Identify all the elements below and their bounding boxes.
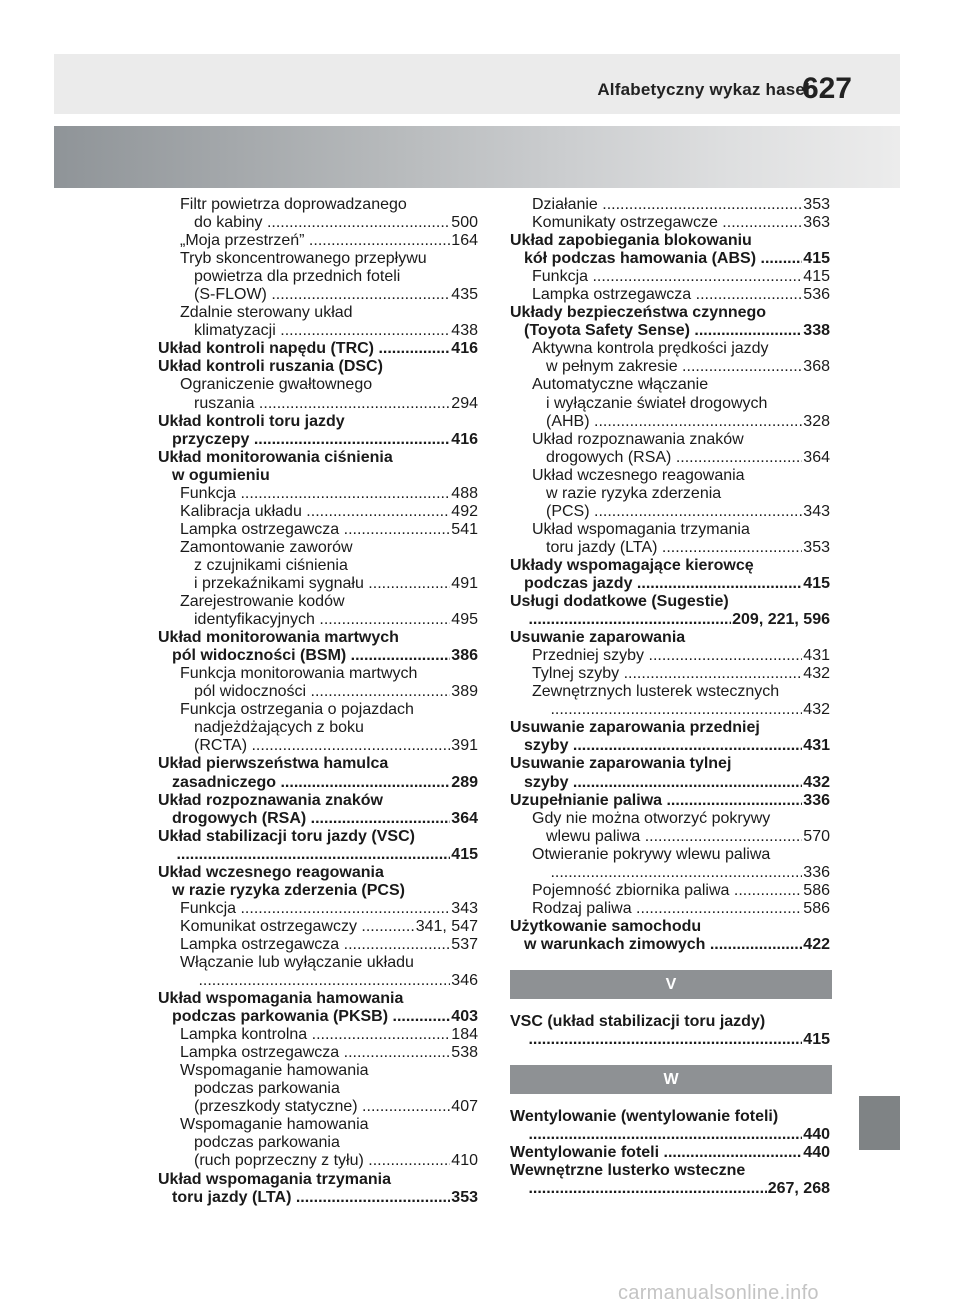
page-ref: 431 xyxy=(803,737,830,755)
page-ref: 488 xyxy=(451,484,478,502)
index-entry xyxy=(158,864,478,900)
index-entry xyxy=(510,918,830,954)
entry-text: Układ kontroli napędu (TRC) ..... xyxy=(158,340,478,358)
entry-text xyxy=(158,846,478,864)
index-subentry xyxy=(510,431,830,467)
entry-text: Układ rozpoznawania znaków xyxy=(158,791,383,809)
page-ref: 541 xyxy=(451,520,478,538)
page-ref: 164 xyxy=(451,232,478,250)
entry-text: Funkcja ..... xyxy=(510,268,830,286)
entry-text: Układ wczesnego reagowania xyxy=(532,466,745,484)
index-subentry xyxy=(510,268,830,286)
index-entry xyxy=(510,1013,830,1049)
index-subentry xyxy=(158,521,478,539)
page-ref: 364 xyxy=(803,448,830,466)
page-ref: 415 xyxy=(803,1031,830,1049)
page-ref: 435 xyxy=(451,286,478,304)
entry-text: Tylnej szyby ..... xyxy=(510,665,830,683)
page-ref: 422 xyxy=(803,935,830,953)
page-ref: 343 xyxy=(451,899,478,917)
entry-text: (ruch poprzeczny z tyłu) ..... xyxy=(158,1152,478,1170)
page-ref: 363 xyxy=(803,214,830,232)
index-entry xyxy=(510,232,830,268)
index-subentry xyxy=(510,214,830,232)
entry-text: w pełnym zakresie ..... xyxy=(510,358,830,376)
entry-text: Automatyczne włączanie xyxy=(532,376,709,394)
page-ref: 416 xyxy=(451,340,478,358)
index-subentry xyxy=(158,1116,478,1170)
index-subentry xyxy=(510,467,830,521)
page-ref: 403 xyxy=(451,1008,478,1026)
page-ref: 491 xyxy=(451,574,478,592)
entry-text: wlewu paliwa ..... xyxy=(510,828,830,846)
index-subentry xyxy=(510,846,830,882)
page-ref: 432 xyxy=(803,701,830,719)
entry-text: Układ rozpoznawania znaków xyxy=(532,430,744,448)
entry-text: w warunkach zimowych ..... xyxy=(510,936,830,954)
entry-text: i wyłączanie świateł drogowych xyxy=(546,394,768,412)
index-entry xyxy=(510,557,830,593)
entry-text: Ograniczenie gwałtownego xyxy=(180,376,373,394)
page-ref: 289 xyxy=(451,773,478,791)
page-ref: 431 xyxy=(803,647,830,665)
index-entry xyxy=(510,593,830,629)
index-entry xyxy=(510,304,830,340)
section-banner xyxy=(54,126,900,188)
entry-text: Układ wspomagania trzymania xyxy=(532,520,750,538)
entry-text: Usuwanie zaparowania tylnej xyxy=(510,755,732,773)
index-entry xyxy=(158,990,478,1026)
page-ref: 415 xyxy=(803,574,830,592)
letter-heading: W xyxy=(510,1065,832,1094)
entry-text: Funkcja ..... xyxy=(158,485,478,503)
entry-text: klimatyzacji ..... xyxy=(158,322,478,340)
page-ref: 586 xyxy=(803,899,830,917)
entry-text: Lampka ostrzegawcza ..... xyxy=(158,521,478,539)
entry-text: (przeszkody statyczne) ..... xyxy=(158,1098,478,1116)
page-ref: 267, 268 xyxy=(767,1180,830,1198)
index-subentry xyxy=(158,1026,478,1044)
entry-text: podczas parkowania xyxy=(194,1134,340,1152)
page-ref: 336 xyxy=(803,791,830,809)
entry-text: Wspomaganie hamowania xyxy=(180,1116,369,1134)
page-number: 627 xyxy=(801,72,852,105)
index-subentry xyxy=(158,954,478,990)
index-subentry xyxy=(510,376,830,430)
entry-text: Otwieranie pokrywy wlewu paliwa xyxy=(532,845,771,863)
entry-text: Funkcja ostrzegania o pojazdach xyxy=(180,701,414,719)
page-ref: 438 xyxy=(451,322,478,340)
entry-text: podczas parkowania (PKSB) ..... xyxy=(158,1008,478,1026)
page-ref: 407 xyxy=(451,1098,478,1116)
entry-text: do kabiny ..... xyxy=(158,214,478,232)
entry-text: (PCS) ..... xyxy=(510,503,830,521)
page-ref: 338 xyxy=(803,322,830,340)
page-ref: 294 xyxy=(451,394,478,412)
index-subentry xyxy=(158,539,478,593)
entry-text: ruszania ..... xyxy=(158,395,478,413)
entry-text: Usuwanie zaparowania przedniej xyxy=(510,719,760,737)
index-entry xyxy=(158,449,478,485)
entry-text: (Toyota Safety Sense) ..... xyxy=(510,322,830,340)
entry-text: Aktywna kontrola prędkości jazdy xyxy=(532,340,769,358)
page-ref: 440 xyxy=(803,1126,830,1144)
index-subentry xyxy=(158,665,478,701)
index-subentry xyxy=(158,900,478,918)
entry-text: Funkcja ..... xyxy=(158,900,478,918)
page-ref: 346 xyxy=(451,972,478,990)
entry-text: Lampka kontrolna ..... xyxy=(158,1026,478,1044)
index-subentry xyxy=(158,503,478,521)
page-ref: 415 xyxy=(451,845,478,863)
entry-text: Układ monitorowania ciśnienia xyxy=(158,448,393,466)
entry-text: z czujnikami ciśnienia xyxy=(194,556,348,574)
entry-text: Użytkowanie samochodu xyxy=(510,917,702,935)
index-entry xyxy=(510,719,830,755)
page-ref: 495 xyxy=(451,611,478,629)
letter-heading: V xyxy=(510,970,832,999)
entry-text: Układ stabilizacji toru jazdy (VSC) xyxy=(158,827,415,845)
index-subentry xyxy=(158,936,478,954)
entry-text: drogowych (RSA) ..... xyxy=(510,449,830,467)
index-entry xyxy=(158,792,478,828)
index-entry xyxy=(510,1144,830,1162)
entry-text: VSC (układ stabilizacji toru jazdy) xyxy=(510,1012,766,1030)
page-ref: 536 xyxy=(803,286,830,304)
index-subentry xyxy=(158,196,478,232)
entry-text: i przekaźnikami sygnału ..... xyxy=(158,575,478,593)
entry-text: Rodzaj paliwa ..... xyxy=(510,900,830,918)
page-ref: 432 xyxy=(803,665,830,683)
entry-text: kół podczas hamowania (ABS) ..... xyxy=(510,250,830,268)
entry-text: Gdy nie można otworzyć pokrywy xyxy=(532,809,771,827)
index-subentry xyxy=(510,810,830,846)
entry-text: Tryb skoncentrowanego przepływu xyxy=(180,250,427,268)
page-ref: 328 xyxy=(803,412,830,430)
index-column-left xyxy=(158,196,478,1207)
watermark: carmanualsonline.info xyxy=(618,1282,819,1304)
index-subentry xyxy=(510,340,830,376)
page-ref: 386 xyxy=(451,647,478,665)
entry-text: Układy wspomagające kierowcę xyxy=(510,556,754,574)
entry-text: (RCTA) ..... xyxy=(158,737,478,755)
page-ref: 570 xyxy=(803,827,830,845)
entry-text: nadjeżdżających z boku xyxy=(194,719,364,737)
index-subentry xyxy=(158,1044,478,1062)
entry-text: powietrza dla przednich foteli xyxy=(194,268,401,286)
index-subentry xyxy=(510,647,830,665)
entry-text xyxy=(510,1126,830,1144)
entry-text: Działanie ..... xyxy=(510,196,830,214)
entry-text: Zewnętrznych lusterek wstecznych xyxy=(532,683,780,701)
index-entry xyxy=(158,828,478,864)
entry-text: Usługi dodatkowe (Sugestie) xyxy=(510,593,729,611)
entry-text: Kalibracja układu ..... xyxy=(158,503,478,521)
index-entry xyxy=(158,629,478,665)
index-entry xyxy=(510,1108,830,1144)
entry-text: Układ wczesnego reagowania xyxy=(158,863,384,881)
entry-text: „Moja przestrzeń” ..... xyxy=(158,232,478,250)
entry-text: (AHB) ..... xyxy=(510,413,830,431)
entry-text: Lampka ostrzegawcza ..... xyxy=(158,1044,478,1062)
page-ref: 336 xyxy=(803,863,830,881)
entry-text: Komunikaty ostrzegawcze ..... xyxy=(510,214,830,232)
index-subentry xyxy=(158,376,478,412)
page-ref: 341, 547 xyxy=(415,917,478,935)
entry-text xyxy=(510,1031,830,1049)
entry-text: pól widoczności ..... xyxy=(158,683,478,701)
entry-text: Lampka ostrzegawcza ..... xyxy=(510,286,830,304)
entry-text: Włączanie lub wyłączanie układu xyxy=(180,953,414,971)
page-ref: 353 xyxy=(803,538,830,556)
index-column-right xyxy=(510,196,830,1198)
entry-text: w ogumieniu xyxy=(172,466,270,484)
entry-text xyxy=(510,701,830,719)
page-ref: 391 xyxy=(451,737,478,755)
entry-text: Zamontowanie zaworów xyxy=(180,538,353,556)
entry-text: Układ monitorowania martwych xyxy=(158,629,399,647)
section-tab xyxy=(859,1096,900,1150)
page-ref: 586 xyxy=(803,881,830,899)
index-subentry xyxy=(158,593,478,629)
index-subentry xyxy=(510,665,830,683)
entry-text: Filtr powietrza doprowadzanego xyxy=(180,196,407,213)
index-subentry xyxy=(158,232,478,250)
entry-text: w razie ryzyka zderzenia (PCS) xyxy=(172,881,405,899)
entry-text xyxy=(510,864,830,882)
entry-text: toru jazdy (LTA) ..... xyxy=(510,539,830,557)
page-ref: 415 xyxy=(803,268,830,286)
entry-text: pól widoczności (BSM) ..... xyxy=(158,647,478,665)
entry-text: zasadniczego ..... xyxy=(158,774,478,792)
page-ref: 410 xyxy=(451,1152,478,1170)
index-entry xyxy=(158,755,478,791)
page-ref: 184 xyxy=(451,1026,478,1044)
entry-text: toru jazdy (LTA) ..... xyxy=(158,1189,478,1207)
page-ref: 343 xyxy=(803,502,830,520)
entry-text: Wentylowanie (wentylowanie foteli) xyxy=(510,1108,779,1126)
index-subentry xyxy=(510,683,830,719)
index-subentry xyxy=(510,286,830,304)
page-ref: 364 xyxy=(451,809,478,827)
index-subentry xyxy=(510,521,830,557)
entry-text: szyby ..... xyxy=(510,737,830,755)
entry-text xyxy=(158,972,478,990)
index-entry xyxy=(510,629,830,647)
page-ref: 209, 221, 596 xyxy=(732,611,830,629)
index-subentry xyxy=(158,304,478,340)
index-subentry xyxy=(510,900,830,918)
entry-text: Układ kontroli toru jazdy xyxy=(158,412,345,430)
entry-text: Układ pierwszeństwa hamulca xyxy=(158,755,389,773)
entry-text: Usuwanie zaparowania xyxy=(510,629,686,647)
entry-text: Układ kontroli ruszania (DSC) xyxy=(158,358,383,376)
index-subentry xyxy=(158,701,478,755)
entry-text: w razie ryzyka zderzenia xyxy=(546,484,722,502)
index-entry xyxy=(158,340,478,358)
entry-text: Lampka ostrzegawcza ..... xyxy=(158,936,478,954)
page-ref: 500 xyxy=(451,214,478,232)
index-entry xyxy=(510,1162,830,1198)
entry-text: Pojemność zbiornika paliwa ..... xyxy=(510,882,830,900)
index-subentry xyxy=(158,1062,478,1116)
page-ref: 368 xyxy=(803,358,830,376)
index-subentry xyxy=(510,882,830,900)
entry-text: przyczepy ..... xyxy=(158,431,478,449)
header-title: Alfabetyczny wykaz haseł xyxy=(597,80,810,99)
entry-text: Uzupełnianie paliwa ..... xyxy=(510,792,830,810)
page-ref: 353 xyxy=(451,1188,478,1206)
page-ref: 537 xyxy=(451,935,478,953)
page-ref: 416 xyxy=(451,430,478,448)
page-ref: 440 xyxy=(803,1144,830,1162)
entry-text: Układ zapobiegania blokowaniu xyxy=(510,232,752,250)
page-ref: 538 xyxy=(451,1044,478,1062)
index-entry xyxy=(510,792,830,810)
index-subentry xyxy=(158,250,478,304)
entry-text: drogowych (RSA) ..... xyxy=(158,810,478,828)
page-ref: 353 xyxy=(803,196,830,213)
entry-text: Wentylowanie foteli ..... xyxy=(510,1144,830,1162)
entry-text: Komunikat ostrzegawczy ..... xyxy=(158,918,478,936)
entry-text: Przedniej szyby ..... xyxy=(510,647,830,665)
index-subentry xyxy=(158,485,478,503)
entry-text: Funkcja monitorowania martwych xyxy=(180,665,418,683)
entry-text: Układy bezpieczeństwa czynnego xyxy=(510,304,767,322)
entry-text: szyby ..... xyxy=(510,774,830,792)
page-ref: 415 xyxy=(803,250,830,268)
index-entry xyxy=(510,755,830,791)
entry-text: Zdalnie sterowany układ xyxy=(180,304,353,322)
index-entry xyxy=(158,358,478,376)
entry-text: Wspomaganie hamowania xyxy=(180,1062,369,1080)
entry-text: Zarejestrowanie kodów xyxy=(180,593,345,611)
entry-text: identyfikacyjnych ..... xyxy=(158,611,478,629)
entry-text: Układ wspomagania hamowania xyxy=(158,990,404,1008)
page-ref: 492 xyxy=(451,502,478,520)
entry-text: Wewnętrzne lusterko wsteczne xyxy=(510,1162,746,1180)
entry-text: (S-FLOW) ..... xyxy=(158,286,478,304)
entry-text: Układ wspomagania trzymania xyxy=(158,1170,391,1188)
entry-text: podczas jazdy ..... xyxy=(510,575,830,593)
index-subentry xyxy=(510,196,830,214)
index-entry xyxy=(158,413,478,449)
index-subentry xyxy=(158,918,478,936)
page-ref: 389 xyxy=(451,683,478,701)
index-entry xyxy=(158,1171,478,1207)
page-ref: 432 xyxy=(803,773,830,791)
entry-text: podczas parkowania xyxy=(194,1080,340,1098)
